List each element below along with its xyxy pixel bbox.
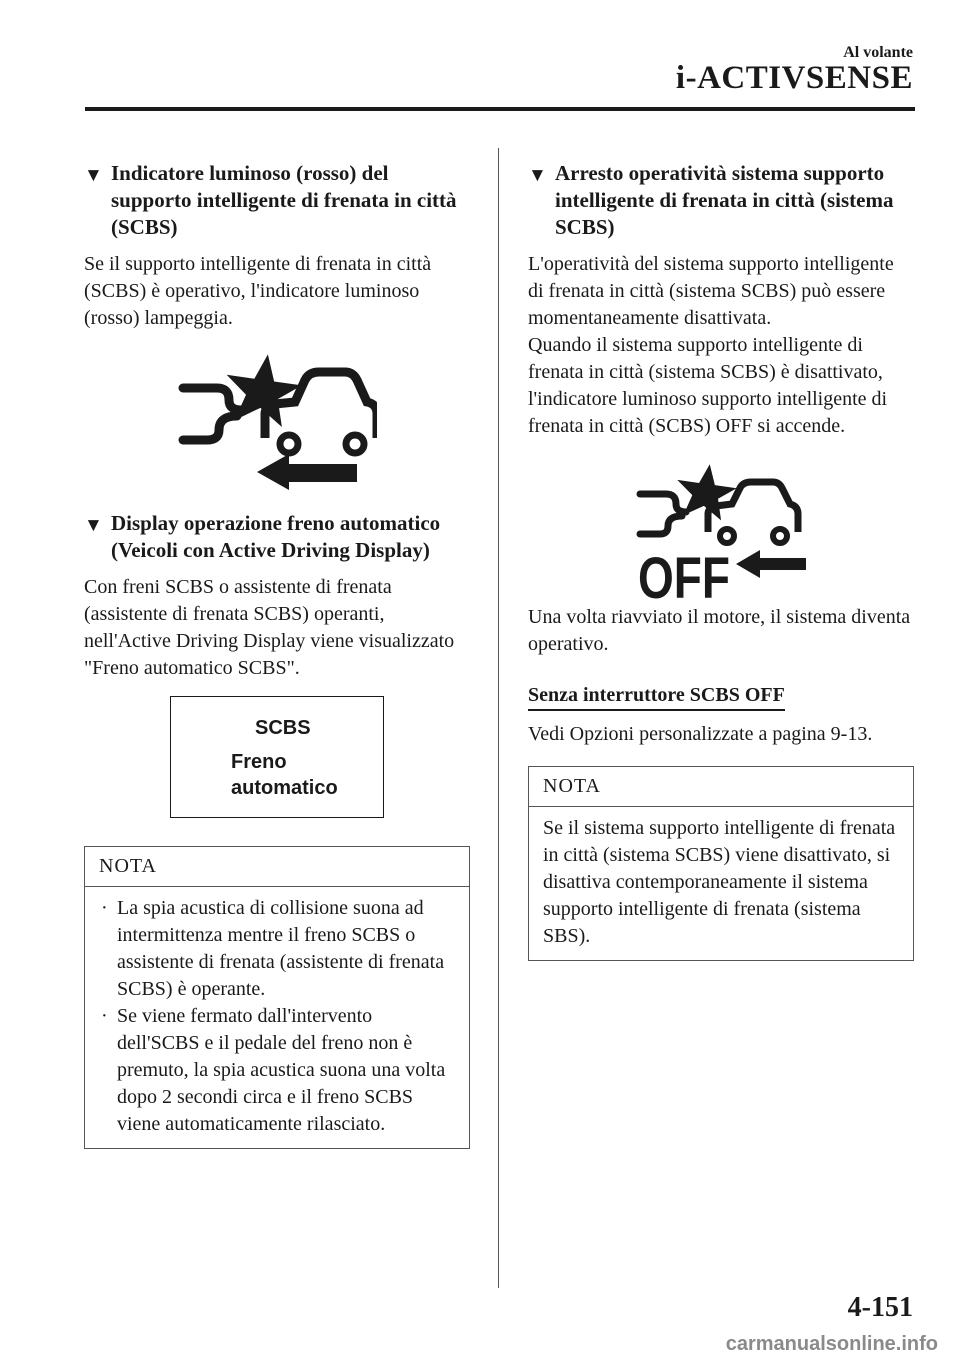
triangle-bullet-icon: ▼ [84,515,103,536]
note-body: Se il sistema supporto intelligente di frenata in città (sistema SCBS) viene disattivato, si disattiva contemporaneamente il sistema supporto intelligente di frenata (sistema SBS). [543,817,896,947]
paragraph: Con freni SCBS o assistente di frenata (assistente di frenata SCBS) operanti, nell'Active Driving Display viene visualizzato "Freno automatico SCBS". [84,576,455,679]
paragraph: Quando il sistema supporto intelligente di frenata in città (sistema SCBS) è disattivato, l'indicatore luminoso supporto intelligente di frenata in città (SCBS) OFF si accende. [528,334,888,437]
watermark: carmanualsonline.info [725,1333,938,1355]
paragraph: L'operatività del sistema supporto intelligente di frenata in città (sistema SCBS) può essere momentaneamente disattivata. [528,253,894,329]
active-driving-display-illustration [170,696,384,818]
paragraph: Se il supporto intelligente di frenata in città (SCBS) è operativo, l'indicatore luminoso (rosso) lampeggia. [84,253,432,329]
left-column [84,160,470,1149]
column-divider [498,148,499,1288]
scbs-indicator-icon-wrap [84,350,470,490]
note-box-left [84,846,470,1149]
note-bullet: · La spia acustica di collisione suona ad intermittenza mentre il freno SCBS o assistente di frenata (assistente di frenata SCBS) è operante. [101,897,445,1000]
page-number: 4-151 [847,1292,913,1323]
heading-text: Display operazione freno automatico (Veicoli con Active Driving Display) [111,511,441,562]
heading-scbs-off [528,160,914,241]
note-bullet: · Se viene fermato dall'intervento dell'SCBS e il pedale del freno non è premuto, la spia acustica suona una volta dopo 2 secondi circa e il freno SCBS viene automaticamente rilasciato. [101,1005,446,1135]
paragraph: Una volta riavviato il motore, il sistema diventa operativo. [528,606,911,655]
scbs-off-icon [636,464,806,600]
heading-auto-brake-display [84,510,470,564]
note-box-right [528,766,914,961]
note-title: NOTA [529,767,913,807]
scbs-off-icon-wrap [528,464,914,600]
triangle-bullet-icon: ▼ [84,165,103,186]
note-body [85,887,469,1148]
header-chapter: i-ACTIVSENSE [675,60,913,96]
heading-scbs-indicator [84,160,470,241]
display-line-scbs: SCBS [255,717,311,739]
subheading-without-switch: Senza interruttore SCBS OFF [528,682,785,711]
heading-text: Arresto operatività sistema supporto intelligente di frenata in città (sistema SCBS) [555,161,894,239]
off-label: OFF [638,546,730,600]
triangle-bullet-icon: ▼ [528,165,547,186]
display-line-freno-automatico: Freno automatico [231,751,338,799]
note-title: NOTA [85,847,469,887]
heading-text: Indicatore luminoso (rosso) del supporto intelligente di frenata in città (SCBS) [111,161,457,239]
header-rule [85,107,915,111]
header-section: Al volante [843,44,913,61]
scbs-warning-icon [177,350,377,490]
right-column [528,160,914,961]
paragraph: Vedi Opzioni personalizzate a pagina 9-13. [528,723,873,745]
